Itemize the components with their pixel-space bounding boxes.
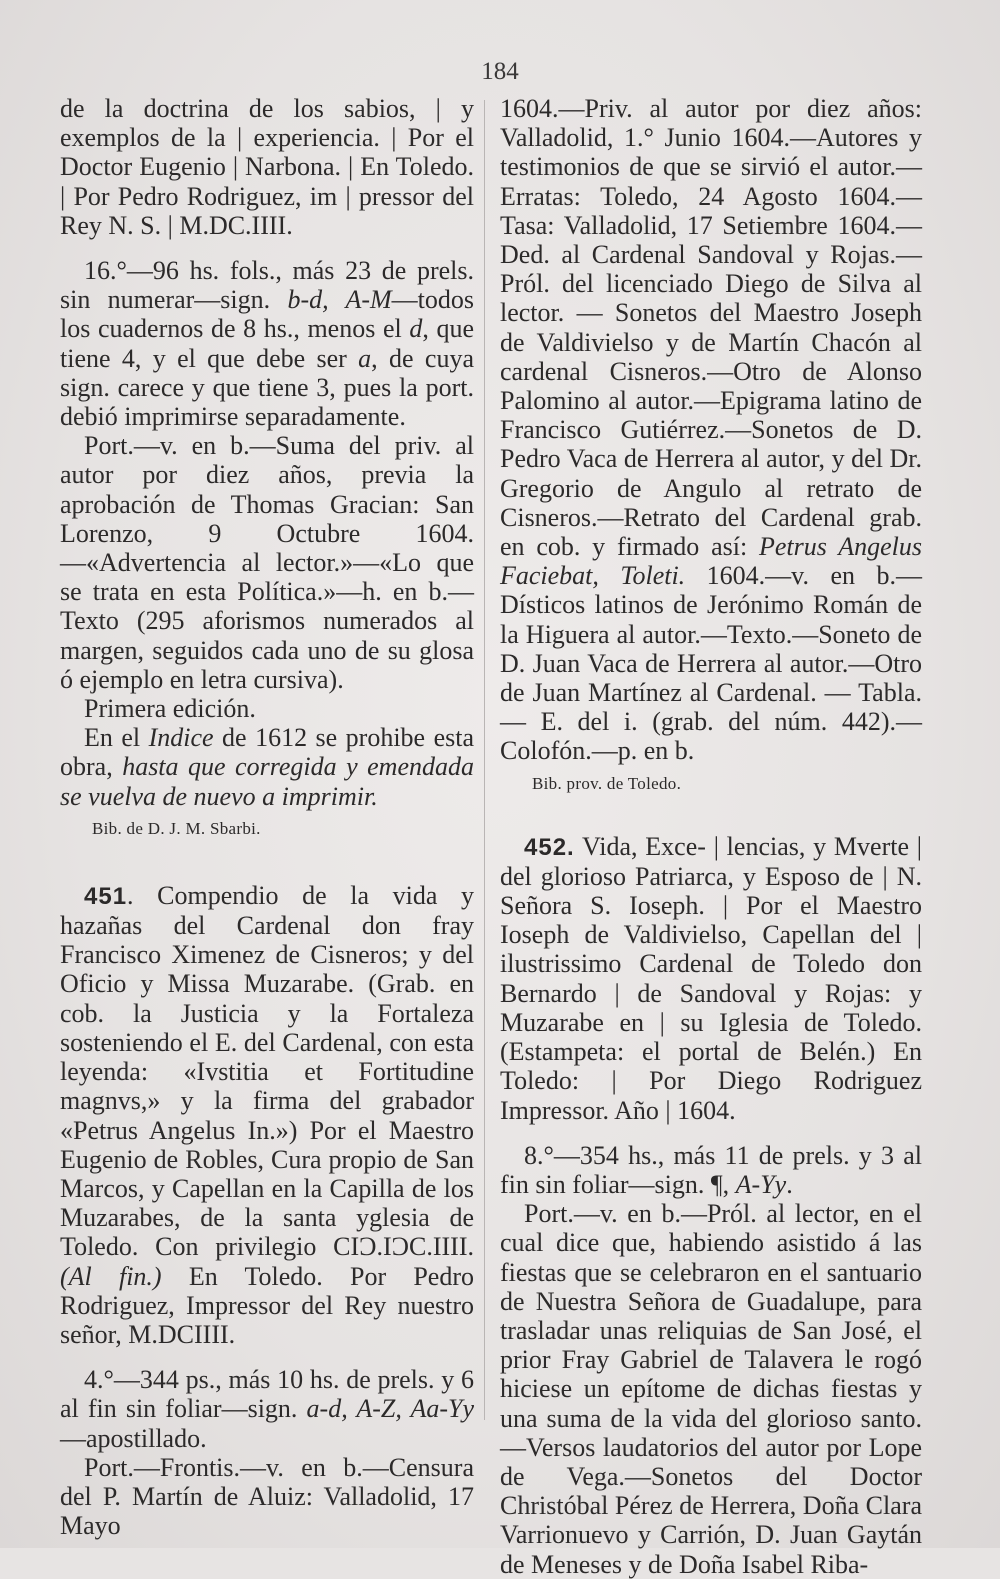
al-fin-note: (Al fin.) bbox=[60, 1261, 162, 1291]
collation-paragraph bbox=[60, 256, 474, 431]
collation-text: —todos los cuadernos de 8 hs., menos el bbox=[60, 285, 475, 344]
continued-description bbox=[500, 94, 922, 766]
collation-signatures: A-Yy bbox=[735, 1169, 787, 1199]
entry-452-description: Port.—v. en b.—Pról. al lector, en el cual dice que, habiendo asistido á las fiestas que se celebraron en el santuario de Nuestra Señora de Guadalupe, para trasladar unas reliquias de San José, el prior Fray Gabriel de Talavera le rogó hiciese un epítome de dichas fiestas y una suma de la vida del glorioso santo.—Versos laudatorios del autor por Lope de Vega.—Sonetos del Doctor Christóbal Pérez de Herrera, Doña Clara Varrionuevo y Carrión, D. Juan Gaytán de Meneses y de Doña Isabel Riba- bbox=[500, 1199, 922, 1579]
index-note-quote: hasta que corregida y emendada se vuelva de nuevo a imprimir. bbox=[60, 752, 474, 811]
library-source: Bib. prov. de Toledo. bbox=[532, 773, 682, 793]
collation-text: 16.°—96 hs. fols., más 23 de prels. sin numerar—sign. bbox=[60, 256, 474, 315]
right-column bbox=[500, 94, 922, 1579]
collation-signatures: b-d, A-M bbox=[287, 285, 392, 315]
entry-title-text: Compendio de la vida y hazañas del Cardenal don fray Francisco Ximenez de Cisneros; y del Oficio y Missa Muzarabe. (Grab. en cob. la Justicia y la Fortaleza sosteniendo el E. del Cardenal, con esta leyenda: «Ivstitia et Fortitudine magnvs,» y la firma del grabador «Petrus Angelus In.») Por el Maestro Eugenio de Robles, Cura propio de San Marcos, y Capellan en la Capilla de los Muzarabes, de la santa yglesia de Toledo. Con privilegio CIƆ.IƆC.IIII. bbox=[60, 880, 474, 1262]
collation-text: , que tiene 4, y el que debe ser bbox=[60, 314, 474, 373]
entry-title-text: En Toledo. Por Pedro Rodriguez, Impressor del Rey nuestro señor, M.DCIIII. bbox=[60, 1261, 474, 1349]
column-divider bbox=[484, 100, 485, 1420]
left-column bbox=[60, 94, 474, 1540]
continued-title: de la doctrina de los sabios, | y exemplos de la | experiencia. | Por el Doctor Eugenio | Narbona. | En Toledo. | Por Pedro Rodriguez, im | pressor del Rey N. S. | M.DC.IIII. bbox=[60, 94, 474, 240]
collation-signature-d: d bbox=[409, 314, 423, 344]
collation-text: —apostillado. bbox=[60, 1423, 207, 1453]
entry-451-title: 451. Compendio de la vida y hazañas del Cardenal don fray Francisco Ximenez de Cisneros; y del Oficio y Missa Muzarabe. (Grab. en cob. la Justicia y la Fortaleza sosteniendo el E. del Cardenal, con esta leyenda: «Ivstitia et Fortitudine magnvs,» y la firma del grabador «Petrus Angelus In.») Por el Maestro Eugenio de Robles, Cura propio de San Marcos, y Capellan en la Capilla de los Muzarabes, de la santa yglesia de Toledo. Con privilegio CIƆ.IƆC.IIII. (Al fin.) En Toledo. Por Pedro Rodriguez, Impressor del Rey nuestro señor, M.DCIIII. bbox=[60, 880, 474, 1349]
description-text: 1604.—Priv. al autor por diez años: Valladolid, 1.° Junio 1604.—Autores y testimonios de que se sirvió el autor.—Erratas: Toledo, 24 Agosto 1604.—Tasa: Valladolid, 17 Setiembre 1604.—Ded. al Cardenal Sandoval y Rojas.—Pról. del licenciado Diego de Silva al lector. — Sonetos del Maestro Joseph de Valdivielso y de Martín Chacón al cardenal Cisneros.—Otro de Alonso Palomino al autor.—Epigrama latino de Francisco Gutiérrez.—Sonetos de D. Pedro Vaca de Herrera al autor, y del Dr. Gregorio de Angulo al retrato de Cisneros.—Retrato del Cardenal grab. en cob. y firmado así: bbox=[500, 94, 922, 562]
index-note-text: En el bbox=[84, 723, 149, 753]
collation-text: 8.°—354 hs., más 11 de prels. y 3 al fin sin foliar—sign. ¶, bbox=[500, 1140, 922, 1199]
entry-452-title bbox=[500, 832, 922, 1125]
index-title: Indice bbox=[148, 723, 214, 753]
collation-text: , de cuya sign. carece y que tiene 3, pues la port. debió imprimirse separadamente. bbox=[60, 343, 474, 432]
entry-452-collation bbox=[500, 1141, 922, 1199]
collation-signatures: a-d, A-Z, Aa-Yy bbox=[306, 1394, 474, 1424]
engraver-signature: Petrus Angelus Faciebat, Toleti. bbox=[500, 532, 922, 591]
collation-text: . bbox=[786, 1169, 793, 1199]
description-text: 1604.—v. en b.—Dísticos latinos de Jerónimo Román de la Higuera al autor.—Texto.—Soneto de D. Juan Vaca de Herrera al autor.—Otro de Juan Martínez al Cardenal. — Tabla. — E. del i. (grab. del núm. 442).—Colofón.—p. en b. bbox=[500, 561, 922, 766]
collation-text: 4.°—344 ps., más 10 hs. de prels. y 6 al fin sin foliar—sign. bbox=[60, 1365, 474, 1424]
entry-451-collation bbox=[60, 1365, 474, 1453]
entry-title-text: Vida, Exce- | lencias, y Mverte | del glorioso Patriarca, y Esposo de | N. Señora S. Ioseph. | Por el Maestro Ioseph de Valdivielso, Capellan del | ilustrissimo Cardenal de Toledo don Bernardo | de Sandoval y Rojas: y Muzarabe en | su Iglesia de Toledo. (Estampeta: el portal de Belén.) En Toledo: | Por Diego Rodriguez Impressor. Año | 1604. bbox=[500, 831, 922, 1125]
index-note-text: de 1612 se prohibe esta obra, bbox=[60, 723, 474, 782]
collation-signature-a: a bbox=[358, 343, 372, 373]
library-source: Bib. de D. J. M. Sbarbi. bbox=[92, 818, 261, 838]
entry-number: 452. bbox=[524, 833, 575, 861]
index-note bbox=[60, 723, 474, 811]
entry-451-description: Port.—Frontis.—v. en b.—Censura del P. Martín de Aluiz: Valladolid, 17 Mayo bbox=[60, 1452, 474, 1541]
edition-note: Primera edición. bbox=[84, 694, 256, 724]
entry-number: 451 bbox=[84, 882, 128, 910]
description-paragraph: Port.—v. en b.—Suma del priv. al autor por diez años, previa la aprobación de Thomas Gracian: San Lorenzo, 9 Octubre 1604.—«Advertencia al lector.»—«Lo que se trata en esta Política.»—h. en b.—Texto (295 aforismos numerados al margen, seguidos cada uno de su glosa ó ejemplo en letra cursiva). bbox=[60, 431, 474, 694]
page-number: 184 bbox=[481, 58, 519, 85]
